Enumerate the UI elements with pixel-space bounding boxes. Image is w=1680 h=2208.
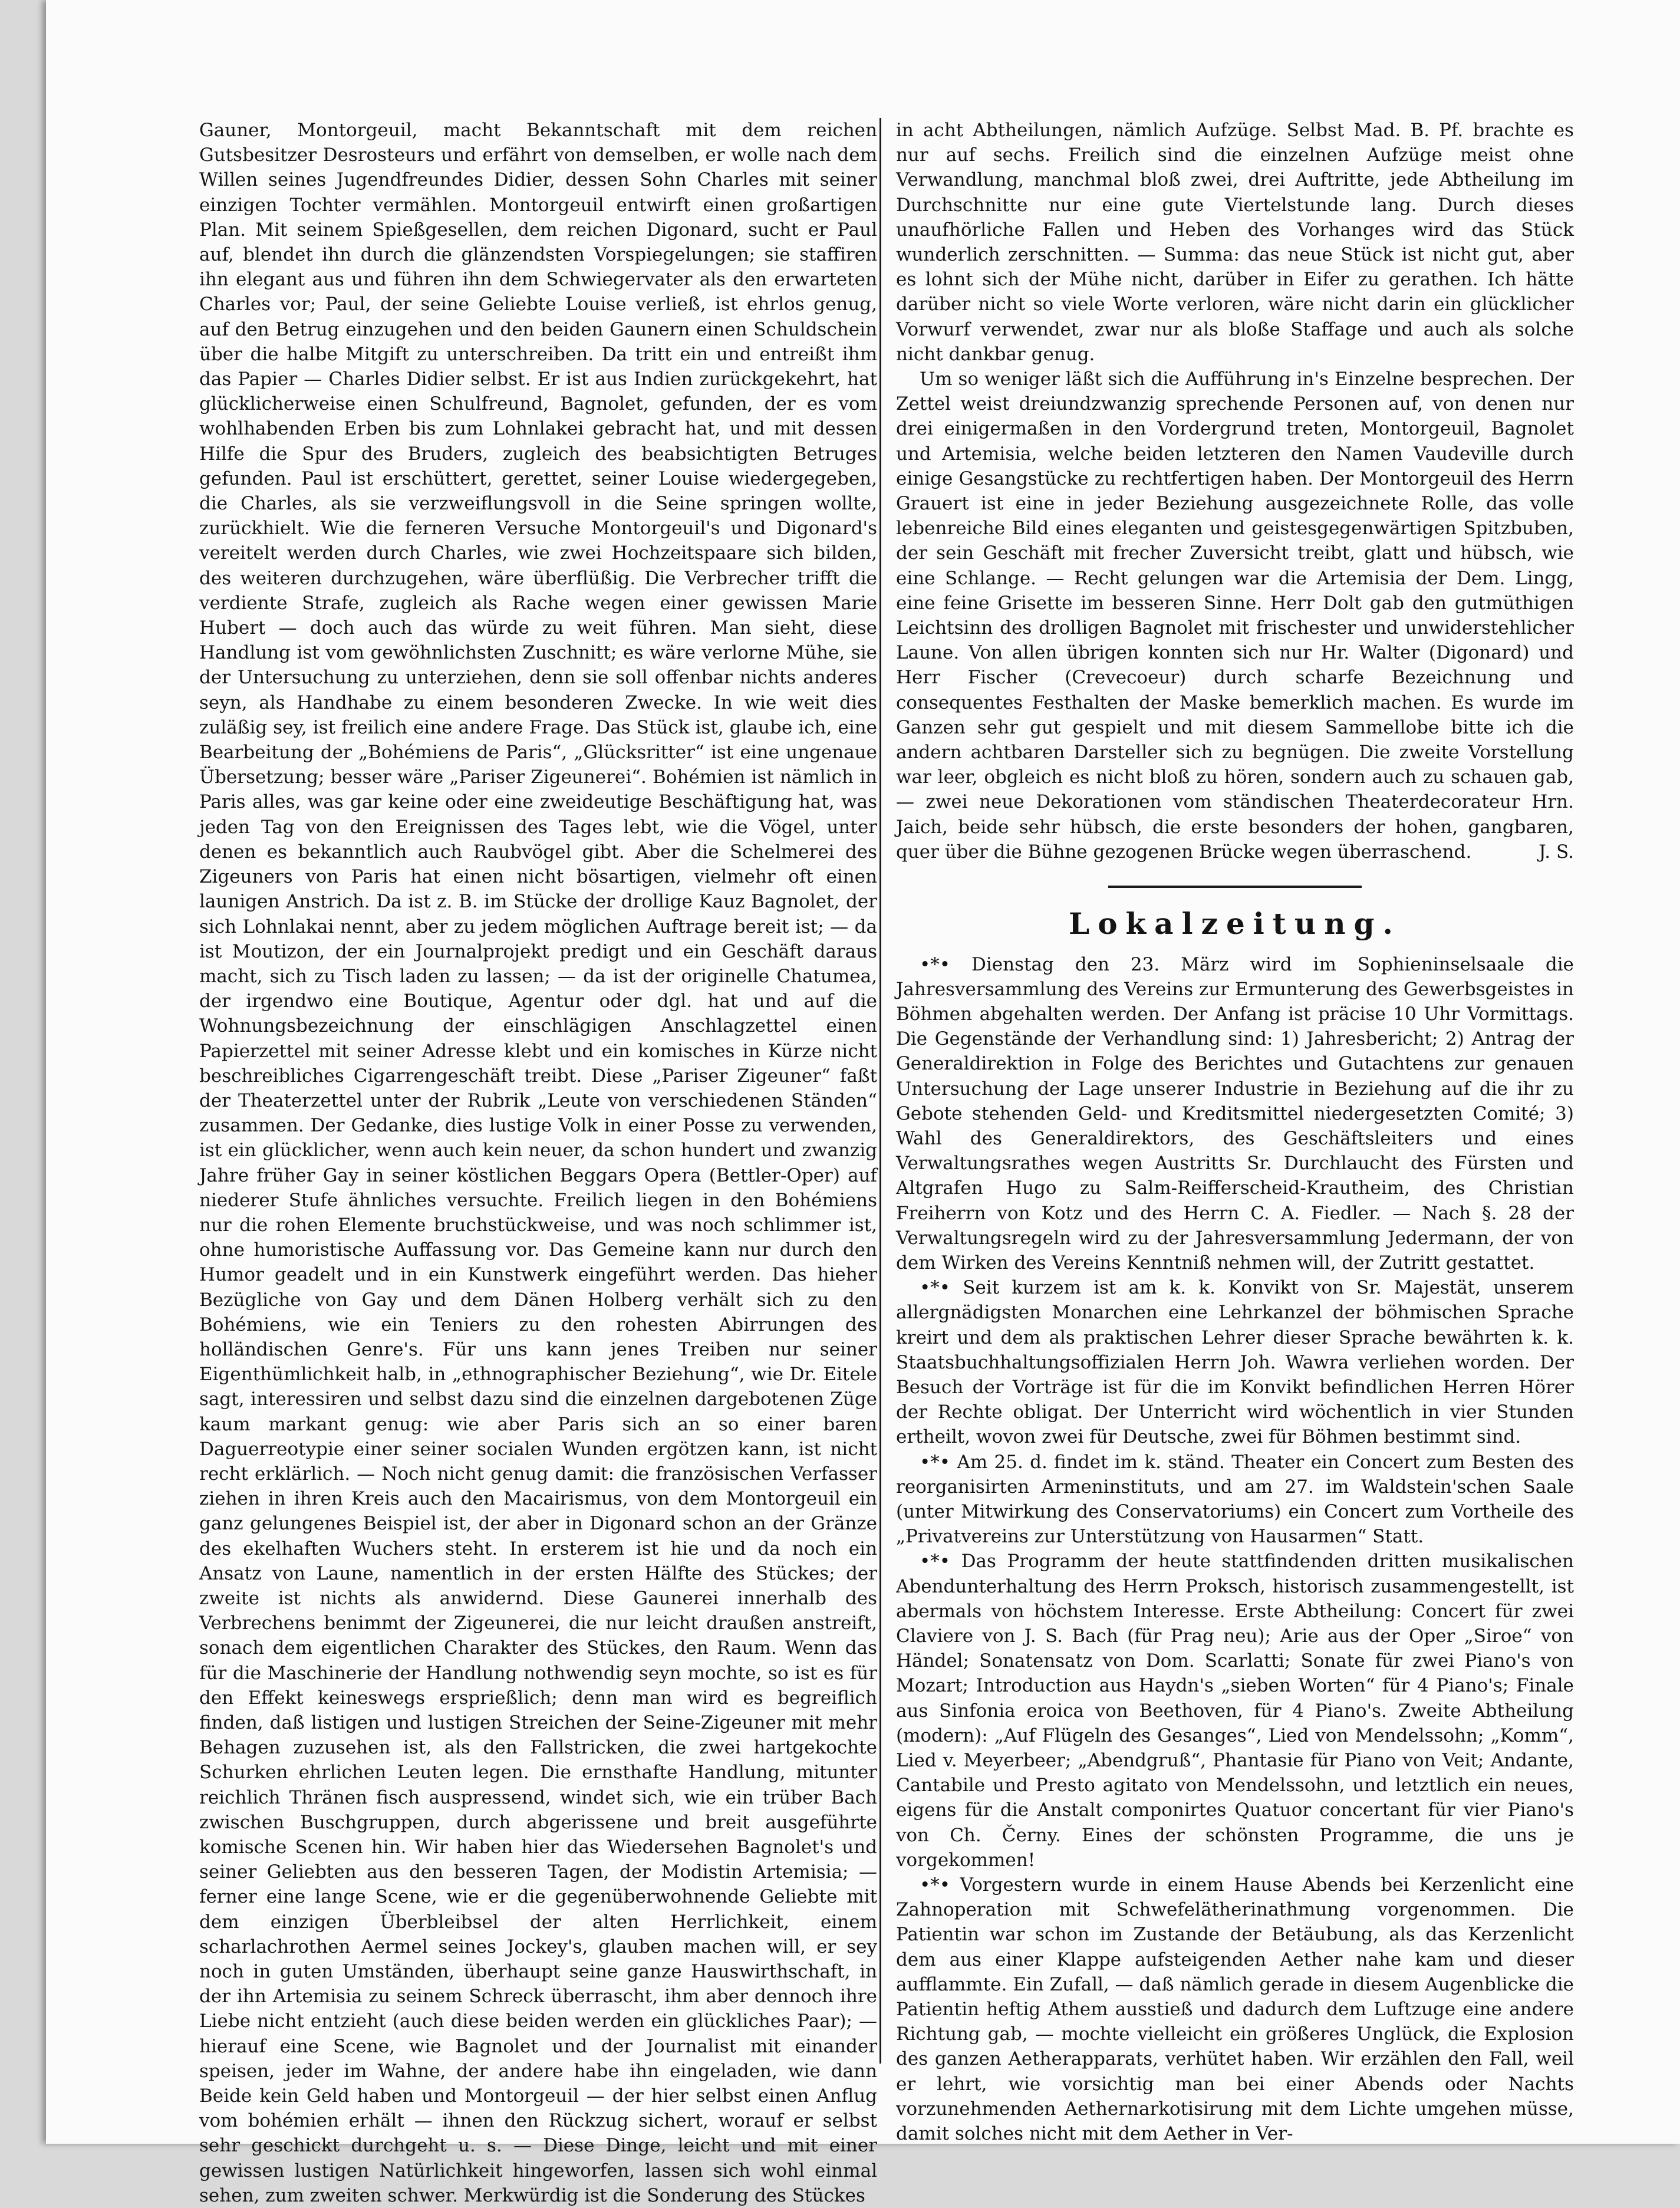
review-paragraph: Um so weniger läßt sich die Aufführung in's Einzelne besprechen. Der Zettel weist dreiundzwanzig sprechende Personen auf, von denen nur drei einigermaßen in den Vordergrund treten, Montorgeuil, Bagnolet und Artemisia, welche beiden letzteren den Namen Vaudeville durch einige Gesangstücke zu rechtfertigen haben. Der Montorgeuil des Herrn Grauert ist eine in jeder Beziehung ausgezeichnete Rolle, das volle lebenreiche Bild eines eleganten und geistesgegenwärtigen Spitzbuben, der sein Geschäft mit frecher Zuversicht treibt, glatt und hübsch, wie eine Schlange. — Recht gelungen war die Artemisia der Dem. Lingg, eine feine Grisette im besseren Sinne. Herr Dolt gab den gutmüthigen Leichtsinn des drolligen Bagnolet mit frischester und unwiderstehlicher Laune. Von allen übrigen konnten sich nur Hr. Walter (Digonard) und Herr Fischer (Crevecoeur) durch scharfe Bezeichnung und consequentes Festhalten der Maske bemerklich machen. Es wurde im Ganzen sehr gut gespielt und mit diesem Sammellobe bitte ich die andern achtbaren Darsteller sich zu begnügen. Die zweite Vorstellung war leer, obgleich es nicht bloß zu hören, sondern auch zu schauen gab, — zwei neue Dekorationen vom ständischen Theaterdecorateur Hrn. Jaich, beide sehr hübsch, die erste besonders der hohen, gangbaren, quer über die Bühne gezogenen Brücke wegen überraschend. bbox=[896, 368, 1574, 863]
news-list bbox=[896, 952, 1574, 2147]
news-item: •*• Das Programm der heute stattfindenden dritten musikalischen Abendunterhaltung des Herrn Proksch, historisch zusammengestellt, ist abermals von höchstem Interesse. Erste Abtheilung: Concert für zwei Claviere von J. S. Bach (für Prag neu); Arie aus der Oper „Siroe“ von Händel; Sonatensatz von Dom. Scarlatti; Sonate für zwei Piano's von Mozart; Introduction aus Haydn's „sieben Worten“ für 4 Piano's; Finale aus Sinfonia eroica von Beethoven, für 4 Piano's. Zweite Abtheilung (modern): „Auf Flügeln des Gesanges“, Lied von Mendelssohn; „Komm“, Lied v. Meyerbeer; „Abendgruß“, Phantasie für Piano von Veit; Andante, Cantabile und Presto agitato von Mendelssohn, und letztlich ein neues, eigens für die Anstalt componirtes Quatuor concertant für vier Piano's von Ch. Černy. Eines der schönsten Programme, die uns je vorgekommen! bbox=[896, 1551, 1574, 1871]
review-paragraph: in acht Abtheilungen, nämlich Aufzüge. Selbst Mad. B. Pf. brachte es nur auf sechs. Freilich sind die einzelnen Aufzüge meist ohne Verwandlung, manchmal bloß zwei, drei Auftritte, jede Abtheilung im Durchschnitte nur eine gute Viertelstunde lang. Durch dieses unaufhörliche Fallen und Heben des Vorhanges wird das Stück wunderlich zerschnitten. — Summa: das neue Stück ist nicht gut, aber es lohnt sich der Mühe nicht, darüber in Eifer zu gerathen. Ich hätte darüber nicht so viele Worte verloren, wäre nicht darin ein glücklicher Vorwurf verwendet, zwar nur als bloße Staffage und auch als solche nicht dankbar genug. bbox=[896, 120, 1574, 365]
news-item: •*• Vorgestern wurde in einem Hause Abends bei Kerzenlicht eine Zahnoperation mit Schwefelätherinathmung vorgenommen. Die Patientin war schon im Zustande der Betäubung, als das Kerzenlicht dem aus einer Klappe aufsteigenden Aether nahe kam und dieser aufflammte. Ein Zufall, — daß nämlich gerade in diesem Augenblicke die Patientin heftig Athem ausstieß und dadurch dem Luftzuge eine andere Richtung gab, — mochte vielleicht ein größeres Unglück, die Explosion des ganzen Aetherapparats, verhütet haben. Wir erzählen den Fall, weil er lehrt, wie vorsichtig man bei einer Abends oder Nachts vorzunehmenden Aethernarkotisirung mit dem Lichte umgehen müsse, damit solches nicht mit dem Aether in Ver- bbox=[896, 1874, 1574, 2145]
column-divider bbox=[879, 118, 881, 2064]
news-item: •*• Dienstag den 23. März wird im Sophieninselsaale die Jahresversammlung des Vereins zur Ermunterung des Gewerbsgeistes in Böhmen abgehalten werden. Der Anfang ist präcise 10 Uhr Vormittags. Die Gegenstände der Verhandlung sind: 1) Jahresbericht; 2) Antrag der Generaldirektion in Folge des Berichtes und Gutachtens zur genauen Untersuchung der Lage unserer Industrie in Beziehung auf die ihr zu Gebote stehenden Geld- und Kreditsmittel niedergesetzten Comité; 3) Wahl des Generaldirektors, des Geschäftsleiters und eines Verwaltungsrathes wegen Austritts Sr. Durchlaucht des Fürsten und Altgrafen Hugo zu Salm-Reifferscheid-Krautheim, des Christian Freiherrn von Kotz und des Herrn C. A. Fiedler. — Nach §. 28 der Verwaltungsregeln wird zu der Jahresversammlung Jedermann, der von dem Wirken des Vereins Kenntniß nehmen will, der Zutritt gestattet. bbox=[896, 953, 1574, 1274]
news-item: •*• Am 25. d. findet im k. ständ. Theater ein Concert zum Besten des reorganisirten Armeninstituts, und am 27. im Waldstein'schen Saale (unter Mitwirkung des Conservatoriums) ein Concert zum Vortheile des „Privatvereins zur Unterstützung von Hausarmen“ Statt. bbox=[896, 1451, 1574, 1548]
left-column-text: Gauner, Montorgeuil, macht Bekanntschaft mit dem reichen Gutsbesitzer Desrosteurs und erfährt von demselben, er wolle nach dem Willen seines Jugendfreundes Didier, dessen Sohn Charles mit seiner einzigen Tochter vermählen. Montorgeuil entwirft einen großartigen Plan. Mit seinem Spießgesellen, dem reichen Digonard, sucht er Paul auf, blendet ihn durch die glänzendsten Vorspiegelungen; sie staffiren ihn elegant aus und führen ihn dem Schwiegervater als den erwarteten Charles vor; Paul, der seine Geliebte Louise verließ, ist ehrlos genug, auf den Betrug einzugehen und den beiden Gaunern einen Schuldschein über die halbe Mitgift zu unterschreiben. Da tritt ein und entreißt ihm das Papier — Charles Didier selbst. Er ist aus Indien zurückgekehrt, hat glücklicherweise einen Schulfreund, Bagnolet, gefunden, der es vom wohlhabenden Erben bis zum Lohnlakei gebracht hat, und mit dessen Hilfe die Spur des Bruders, zugleich des beabsichtigten Betruges gefunden. Paul ist erschüttert, gerettet, seiner Louise wiedergegeben, die Charles, als sie verzweiflungsvoll in die Seine springen wollte, zurückhielt. Wie die ferneren Versuche Montorgeuil's und Digonard's vereitelt werden durch Charles, wie zwei Hochzeitspaare sich bilden, des weiteren durchzugehen, wäre überflüßig. Die Verbrecher trifft die verdiente Strafe, zugleich als Rache wegen einer gewissen Marie Hubert — doch auch das würde zu weit führen. Man sieht, diese Handlung ist vom gewöhnlichsten Zuschnitt; es wäre verlorne Mühe, sie der Untersuchung zu unterziehen, denn sie soll offenbar nichts anderes seyn, als Handhabe zu einem besonderen Zwecke. In wie weit dies zuläßig sey, ist freilich eine andere Frage. Das Stück ist, glaube ich, eine Bearbeitung der „Bohémiens de Paris“, „Glücksritter“ ist eine ungenaue Übersetzung; besser wäre „Pariser Zigeunerei“. Bohémien ist nämlich in Paris alles, was gar keine oder eine zweideutige Beschäftigung hat, was jeden Tag von den Ereignissen des Tages lebt, wie die Vögel, unter denen es bekanntlich auch Raubvögel gibt. Aber die Schelmerei des Zigeuners von Paris hat einen nicht bösartigen, vielmehr oft einen launigen Anstrich. Da ist z. B. im Stücke der drollige Kauz Bagnolet, der sich Lohnlakai nennt, aber zu jedem möglichen Auftrage bereit ist; — da ist Moutizon, der ein Journalprojekt predigt und ein Geschäft daraus macht, sich zu Tisch laden zu lassen; — da ist der originelle Chatumea, der irgendwo eine Boutique, Agentur oder dgl. hat und auf die Wohnungsbezeichnung der einschlägigen Anschlagzettel einen Papierzettel mit seiner Adresse klebt und ein komisches in Kürze nicht beschreibliches Cigarrengeschäft treibt. Diese „Pariser Zigeuner“ faßt der Theaterzettel unter der Rubrik „Leute von verschiedenen Ständen“ zusammen. Der Gedanke, dies lustige Volk in einer Posse zu verwenden, ist ein glücklicher, wenn auch kein neuer, da schon hundert und zwanzig Jahre früher Gay in seiner köstlichen Beggars Opera (Bettler-Oper) auf niederer Stufe ähnliches versuchte. Freilich liegen in den Bohémiens nur die rohen Elemente bruchstückweise, und was noch schlimmer ist, ohne humoristische Auffassung vor. Das Gemeine kann nur durch den Humor geadelt und in ein Kunstwerk eingeführt werden. Das hieher Bezügliche von Gay und dem Dänen Holberg verhält sich zu den Bohémiens, wie ein Teniers zu den rohesten Abirrungen des holländischen Genre's. Für uns kann jenes Treiben nur seiner Eigenthümlichkeit halb, in „ethnographischer Beziehung“, wie Dr. Eitele sagt, interessiren und selbst dazu sind die einzelnen dargebotenen Züge kaum markant genug: wie aber Paris sich an so einer baren Daguerreotypie einer seiner socialen Wunden ergötzen kann, ist nicht recht erklärlich. — Noch nicht genug damit: die französischen Verfasser ziehen in ihren Kreis auch den Macairismus, von dem Montorgeuil ein ganz gelungenes Beispiel ist, der aber in Digonard schon an der Gränze des ekelhaften Wuchers steht. In ersterem ist hie und da noch ein Ansatz von Laune, namentlich in der ersten Hälfte des Stückes; der zweite ist nichts als anwidernd. Diese Gaunerei innerhalb des Verbrechens benimmt der Zigeunerei, die nur leicht draußen anstreift, sonach dem eigentlichen Charakter des Stückes, den Raum. Wenn das für die Maschinerie der Handlung nothwendig seyn mochte, so ist es für den Effekt keineswegs ersprießlich; denn man wird es begreiflich finden, daß listigen und lustigen Streichen der Seine-Zigeuner mit mehr Behagen zuzusehen ist, als den Fallstricken, die zwei hartgekochte Schurken ehrlichen Leuten legen. Die ernsthafte Handlung, mitunter reichlich Thränen fisch auspressend, windet sich, wie ein trüber Bach zwischen Buschgruppen, durch abgerissene und breit ausgeführte komische Scenen hin. Wir haben hier das Wiedersehen Bagnolet's und seiner Geliebten aus den besseren Tagen, der Modistin Artemisia; — ferner eine lange Scene, wie er die gegenüberwohnende Geliebte mit dem einzigen Überbleibsel der alten Herrlichkeit, einem scharlachrothen Aermel seines Jockey's, glauben machen will, er sey noch in guten Umständen, überhaupt seine ganze Hauswirthschaft, in der ihn Artemisia zu seinem Schreck überrascht, ihm aber dennoch ihre Liebe nicht entzieht (auch diese beiden werden ein glückliches Paar); — hierauf eine Scene, wie Bagnolet und der Journalist mit einander speisen, jeder im Wahne, der andere habe ihn eingeladen, wie dann Beide kein Geld haben und Montorgeuil — der hier selbst einen Anflug vom bohémien erhält — ihnen den Rückzug sichert, worauf er selbst sehr geschickt durchgeht u. s. — Diese Dinge, leicht und mit einer gewissen lustigen Natürlichkeit hingeworfen, lassen sich wohl einmal sehen, zum zweiten schwer. Merkwürdig ist die Sonderung des Stückes bbox=[199, 120, 877, 2206]
right-column bbox=[896, 118, 1574, 2145]
author-signature: J. S. bbox=[1539, 841, 1574, 863]
section-title: Lokalzeitung. bbox=[1069, 906, 1401, 942]
section-divider bbox=[1108, 886, 1362, 888]
left-column bbox=[199, 118, 877, 2206]
newspaper-page bbox=[46, 0, 1680, 2206]
news-item: •*• Seit kurzem ist am k. k. Konvikt von Sr. Majestät, unserem allergnädigsten Monarchen eine Lehrkanzel der böhmischen Sprache kreirt und dem als praktischen Lehrer dieser Sprache bewährten k. k. Staatsbuchhaltungsoffizialen Herrn Joh. Wawra verliehen worden. Der Besuch der Vorträge ist für die im Konvikt befindlichen Herren Hörer der Rechte obligat. Der Unterricht wird wöchentlich in vier Stunden ertheilt, wovon zwei für Deutsche, zwei für Böhmen bestimmt sind. bbox=[896, 1277, 1574, 1448]
